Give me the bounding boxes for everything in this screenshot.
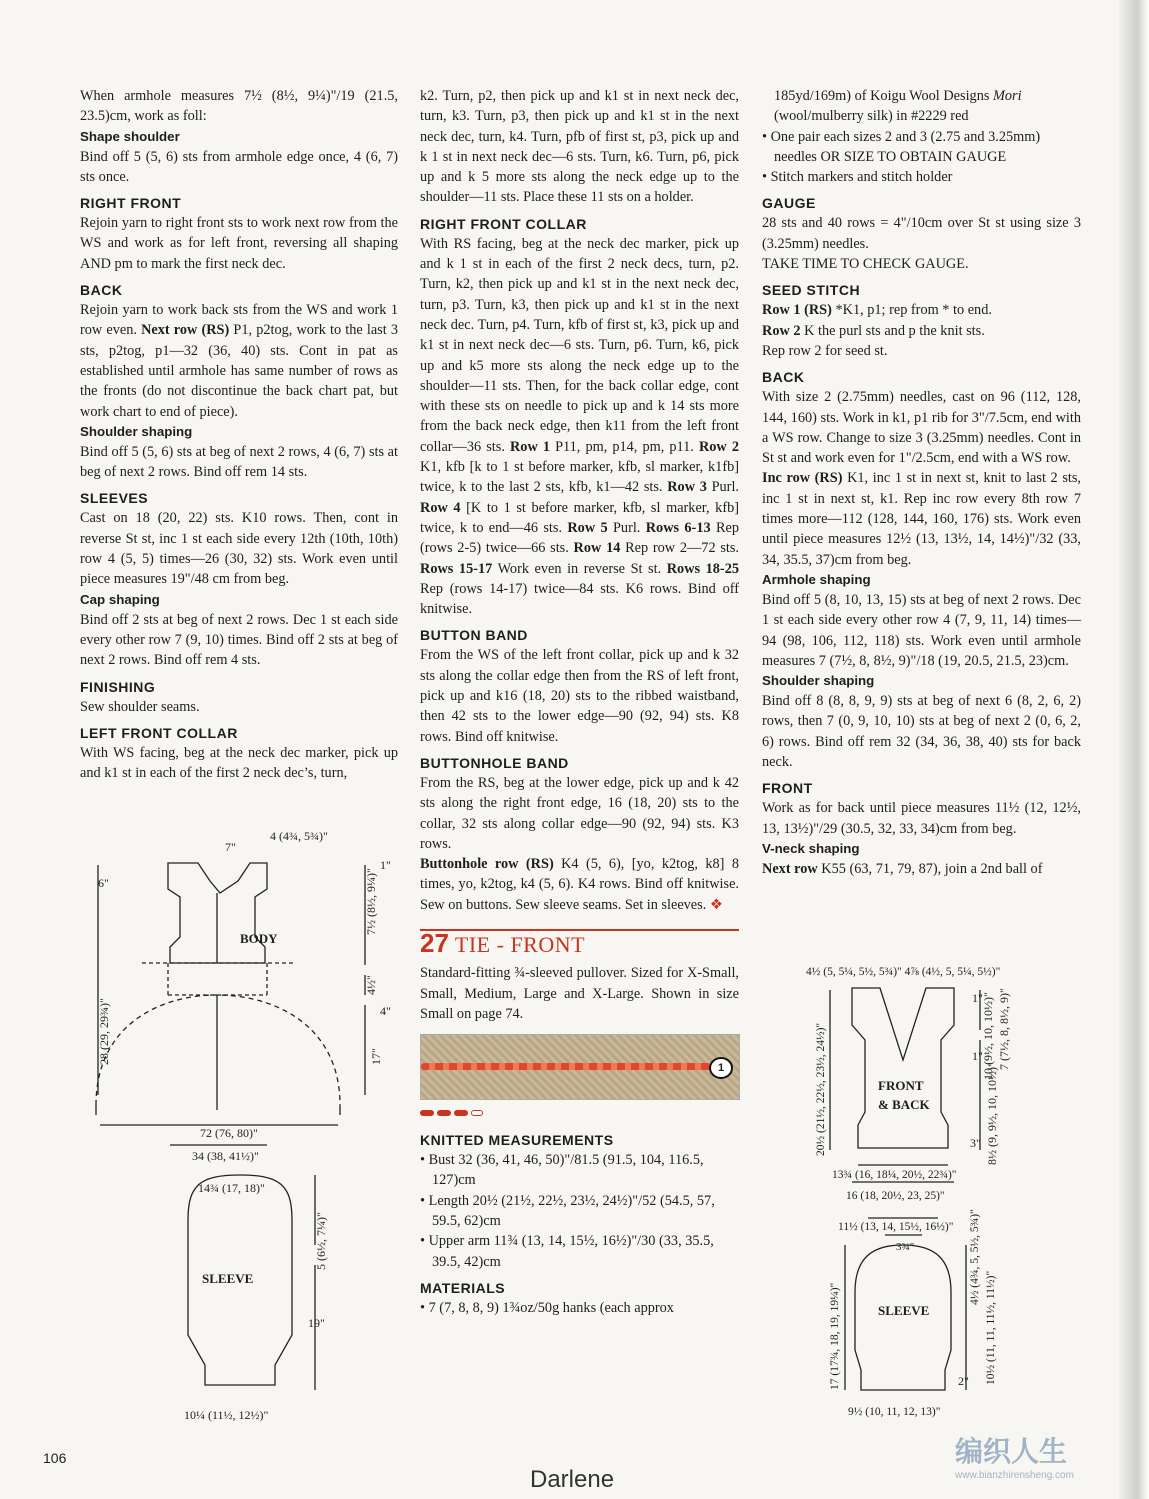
back-text-27: With size 2 (2.75mm) needles, cast on 96 (112, 128, 144, 160) sts. Work in k1, p1 rib for 3"/7.5cm, end with a WS row. Change to size 3 (3.25mm) needles. Cont in St st and work even for 1"/2.5cm, end with a WS row.: [762, 389, 1081, 467]
button-band-text: From the WS of the left front collar, pick up and k 32 sts along the collar edge then from the RS of left front, pick up and k16 (18, 20) sts to the ribbed waistband, then 42 sts to the lower edge—90 (92, 94) sts. K8 rows. Bind off knitwise.: [420, 647, 739, 745]
back-heading-27: BACK: [762, 369, 805, 386]
shape-shoulder-heading: Shape shoulder: [80, 128, 180, 144]
front-back-label-1: FRONT: [878, 1078, 924, 1093]
shoulder-shaping-text: Bind off 5 (5, 6) sts at beg of next 2 rows, 4 (6, 7) sts at beg of next 2 rows. Bind off rem 14 sts.: [80, 443, 398, 481]
dim-neck-width: 7": [225, 840, 236, 854]
seed-row-2: Row 2 K the purl sts and p the knit sts.: [762, 322, 985, 339]
back-text: Rejoin yarn to work back sts from the WS and work 1 row even. Next row (RS) P1, p2tog, work to the last 3 sts, p2tog, p1—32 (36, 40) sts. Cont in pat as established until armhole has same number of rows as the fronts (do not discontinue the back chart pat, but work chart to end of piece).: [80, 302, 398, 420]
yarn-swatch-image: [420, 1034, 740, 1100]
dim-cuff-27: 9½ (10, 11, 12, 13)": [848, 1406, 941, 1418]
skill-level-icon: [420, 1110, 739, 1116]
watermark-text: 编织人生: [955, 1436, 1068, 1467]
page-binding-shadow: [1119, 0, 1149, 1499]
watermark-logo: [955, 1430, 1074, 1481]
shoulder-shaping-heading-27: Shoulder shaping: [762, 673, 875, 689]
materials-yarn-continued: 185yd/169m) of Koigu Wool Designs Mori (wool/mulberry silk) in #2229 red: [774, 88, 1022, 125]
dim-neck-depth: 6": [98, 876, 109, 890]
finishing-text: Sew shoulder seams.: [80, 698, 200, 715]
buttonhole-band-text: From the RS, beg at the lower edge, pick up and k 42 sts along the right front edge, 16 (18, 20) sts to the collar, 32 sts along collar edge—90 (92, 94) sts. K3 rows.: [420, 774, 739, 852]
collar-continued-text: k2. Turn, p2, then pick up and k1 st in next neck dec, turn, k3. Turn, p3, then pick up and k1 st in the next neck dec, turn, k4. Turn, pfb of first st, p3, pick up and k 1 st in next neck dec—6 sts. Turn, k6. Turn, p6, pick up and k 5 more sts along the neck edge up to the shoulder—11 sts. Place these 11 sts on a holder.: [420, 88, 739, 206]
pattern-name: TIE - FRONT: [454, 931, 586, 957]
buttonhole-row-text: Buttonhole row (RS) K4 (5, 6), [yo, k2tog, k8] 8 times, yo, k2tog, k4 (5, 6). K4 rows. Bind off knitwise. Sew on buttons. Sew sleeve seams. Set in sleeves. ❖: [420, 856, 739, 913]
dim-hem: 72 (76, 80)": [200, 1126, 258, 1140]
skein-count-badge: 1: [709, 1057, 733, 1079]
seed-row-1: Row 1 (RS) *K1, p1; rep from * to end.: [762, 302, 992, 319]
pattern-intro: Standard-fitting ¾-sleeved pullover. Sized for X-Small, Small, Medium, Large and X-Large. Shown in size Small on page 74.: [420, 965, 739, 1022]
gauge-text: 28 sts and 40 rows = 4"/10cm over St st using size 3 (3.25mm) needles.: [762, 215, 1081, 252]
right-front-text: Rejoin yarn to right front sts to work next row from the WS and work as for left front, reversing all shaping AND pm to mark the first neck dec.: [80, 215, 398, 272]
end-mark-icon: ❖: [709, 896, 723, 913]
dim-waist-27: 13¾ (16, 18¼, 20½, 22¾)": [832, 1169, 957, 1181]
right-front-heading: RIGHT FRONT: [80, 195, 182, 212]
seed-stitch-heading: SEED STITCH: [762, 282, 861, 299]
dim-cap: 5 (6½, 7¼)": [314, 1212, 328, 1270]
scan-credit: Darlene: [530, 1466, 615, 1493]
dim-1in: 1": [380, 858, 391, 872]
front-heading: FRONT: [762, 780, 813, 797]
measurement-upper-arm: • Upper arm 11¾ (13, 14, 15½, 16½)"/30 (33, 35.5, 39.5, 42)cm: [420, 1233, 714, 1270]
shoulder-shaping-heading: Shoulder shaping: [80, 423, 193, 439]
seed-repeat: Rep row 2 for seed st.: [762, 342, 888, 359]
dim-shoulder-width: 4 (4¾, 5¾)": [270, 829, 328, 843]
dim-waist: 4": [380, 1004, 391, 1018]
left-front-collar-heading: LEFT FRONT COLLAR: [80, 724, 238, 741]
intro-paragraph: When armhole measures 7½ (8½, 9¼)"/19 (21.5, 23.5)cm, work as foll:: [80, 88, 398, 125]
dim-1in-b: 1": [972, 1049, 983, 1063]
dim-cuff: 10¼ (11½, 12½)": [184, 1408, 269, 1422]
materials-heading: MATERIALS: [420, 1279, 506, 1296]
dim-armhole-27: 7 (7½, 8, 8½, 9)": [997, 988, 1011, 1070]
schematic-front-back-sleeve: [770, 960, 1070, 1425]
armhole-shaping-text: Bind off 5 (8, 10, 13, 15) sts at beg of next 2 rows. Dec 1 st each side every other row 4 (7, 9, 11, 14) times—94 (98, 106, 112, 118) sts. Work even until armhole measures 7 (7½, 8, 8½, 9)"/18 (19, 20.5, 21.5, 23)cm.: [762, 591, 1081, 669]
dim-armhole: 7½ (8½, 9¼)": [364, 868, 378, 935]
sleeve-label-27: SLEEVE: [878, 1303, 930, 1318]
front-back-label-2: & BACK: [878, 1097, 930, 1112]
materials-notions: • Stitch markers and stitch holder: [762, 169, 953, 186]
cap-shaping-heading: Cap shaping: [80, 591, 160, 607]
dim-1in-a: 1": [972, 991, 983, 1005]
schematic-body-sleeve: [80, 825, 410, 1435]
right-front-collar-heading: RIGHT FRONT COLLAR: [420, 215, 587, 232]
watermark-url: www.bianzhirensheng.com: [955, 1470, 1074, 1481]
dim-cuff-rib: 2": [958, 1374, 969, 1388]
materials-needles: • One pair each sizes 2 and 3 (2.75 and 3.25mm) needles OR SIZE TO OBTAIN GAUGE: [762, 128, 1041, 165]
buttonhole-band-heading: BUTTONHOLE BAND: [420, 754, 569, 771]
finishing-heading: FINISHING: [80, 678, 156, 695]
dim-chest: 34 (38, 41½)": [192, 1149, 259, 1163]
dim-sleeve-len-27: 17 (17¾, 18, 19, 19¼)": [829, 1282, 841, 1390]
back-heading: BACK: [80, 282, 123, 299]
cap-shaping-text: Bind off 2 sts at beg of next 2 rows. Dec 1 st each side every other row 7 (9, 10) times. Bind off 2 sts at beg of next 2 rows. Bind off rem 4 sts.: [80, 611, 398, 669]
armhole-shaping-heading: Armhole shaping: [762, 571, 871, 587]
dim-top-widths: 4½ (5, 5¼, 5½, 5¾)" 4⅞ (4½, 5, 5¼, 5½)": [806, 966, 1001, 978]
gauge-check: TAKE TIME TO CHECK GAUGE.: [762, 256, 969, 273]
vneck-shaping-heading: V-neck shaping: [762, 840, 860, 856]
measurement-length: • Length 20½ (21½, 22½, 23½, 24½)"/52 (54.5, 57, 59.5, 62)cm: [420, 1192, 715, 1230]
column-2: [420, 86, 739, 1318]
dim-length-27: 20½ (21½, 22½, 23½, 24½)": [815, 1022, 827, 1156]
sleeves-text: Cast on 18 (20, 22) sts. K10 rows. Then, cont in reverse St st, inc 1 st each side every 12th (10th, 10th) row 4 (5, 5) times—26 (30, 32) sts. Work even until piece measures 19"/48 cm from beg.: [80, 510, 398, 588]
dim-side: 8½ (9, 9½, 10, 10½)": [985, 1062, 999, 1165]
gauge-heading: GAUGE: [762, 195, 816, 212]
page-number: 106: [43, 1450, 67, 1466]
column-1: [80, 86, 398, 783]
dim-upper-arm-27: 11½ (13, 14, 15½, 16½)": [838, 1221, 954, 1233]
right-front-collar-text: With RS facing, beg at the neck dec marker, pick up and k 1 st in each of the first 2 neck decs, turn, p2. Turn, k2, then pick up and k1 st in the next neck dec, turn, p3. Turn, k3, then pick up and k1 st in the next neck dec. Turn, p4. Turn, kfb of first st, k3, pick up and k1 st in next neck dec—6 sts. Turn, p6. Turn, k6, pick up and k5 more sts along the neck edge up to the shoulder—11 sts. Then, for the back collar edge, cont with these sts on needle to pick up and k 14 sts more from the back neck edge, then k11 from the left front collar—36 sts. Row 1 P11, pm, p14, pm, p11. Row 2 K1, kfb [k to 1 st before marker, kfb, sl marker, k1fb] twice, k to the last 2 sts, kfb, k1—42 sts. Row 3 Purl. Row 4 [K to 1 st before marker, kfb, sl marker, kfb] twice, k to end—46 sts. Row 5 Purl. Rows 6-13 Rep (rows 2-5) twice—66 sts. Row 14 Rep row 2—72 sts. Rows 15-17 Work even in reverse St st. Rows 18-25 Rep (rows 14-17) twice—84 sts. K6 rows. Bind off knitwise.: [420, 235, 740, 618]
vneck-text: Next row K55 (63, 71, 79, 87), join a 2nd ball of: [762, 860, 1043, 877]
measurement-bust: • Bust 32 (36, 41, 46, 50)"/81.5 (91.5, 104, 116.5, 127)cm: [420, 1152, 704, 1189]
dim-cap-top: 3¾": [896, 1241, 915, 1253]
front-text: Work as for back until piece measures 11½ (12, 12½, 13, 13½)"/29 (30.5, 32, 33, 34)cm from beg.: [762, 800, 1081, 837]
sleeves-heading: SLEEVES: [80, 490, 149, 507]
left-front-collar-text: With WS facing, beg at the neck dec marker, pick up and k1 st in each of the first 2 neck dec’s, turn,: [80, 744, 398, 782]
dim-rib: 3": [970, 1136, 981, 1150]
dim-band: 4½": [364, 975, 378, 995]
pattern-title: [420, 927, 739, 958]
dim-sleeve-length: 19": [308, 1316, 325, 1330]
inc-row-text: Inc row (RS) K1, inc 1 st in next st, knit to last 2 sts, inc 1 st in next st, k1. Rep inc row every 8th row 7 times more—112 (128, 144, 160, 176) sts. Work even until piece measures 12½ (13, 13½, 14, 14½)"/32 (33, 34, 35.5, 37)cm from beg.: [762, 470, 1081, 568]
dim-cap-27: 4½ (4¾, 5, 5½, 5¾)": [969, 1209, 981, 1305]
knitted-measurements-heading: KNITTED MEASUREMENTS: [420, 1132, 614, 1149]
dim-hip-27: 16 (18, 20½, 23, 25)": [846, 1190, 945, 1202]
button-band-heading: BUTTON BAND: [420, 627, 528, 644]
sleeve-label: SLEEVE: [202, 1271, 254, 1286]
dim-skirt: 17": [369, 1048, 383, 1065]
dim-upper-arm: 14¾ (17, 18)": [198, 1181, 265, 1195]
dim-vneck: 10 (9½, 10, 10½)": [981, 992, 995, 1080]
shoulder-shaping-text-27: Bind off 8 (8, 8, 9, 9) sts at beg of next 6 (8, 2, 6, 2) rows, then 7 (0, 9, 10, 10) sts at beg of next 2 (0, 6, 2, 6) rows. Bind off rem 32 (34, 36, 38, 40) sts for back neck.: [762, 693, 1081, 771]
pattern-number: 27: [420, 927, 449, 958]
column-3: [762, 86, 1081, 879]
body-label: BODY: [240, 931, 278, 946]
materials-yarn: • 7 (7, 8, 8, 9) 1¾oz/50g hanks (each approx: [420, 1299, 674, 1316]
shape-shoulder-text: Bind off 5 (5, 6) sts from armhole edge once, 4 (6, 7) sts once.: [80, 148, 398, 185]
dim-length: 28 (29, 29¾)": [97, 998, 111, 1065]
yarn-strand: [421, 1063, 711, 1070]
dim-sleeve-under: 10½ (11, 11, 11½, 11½)": [985, 1270, 997, 1385]
